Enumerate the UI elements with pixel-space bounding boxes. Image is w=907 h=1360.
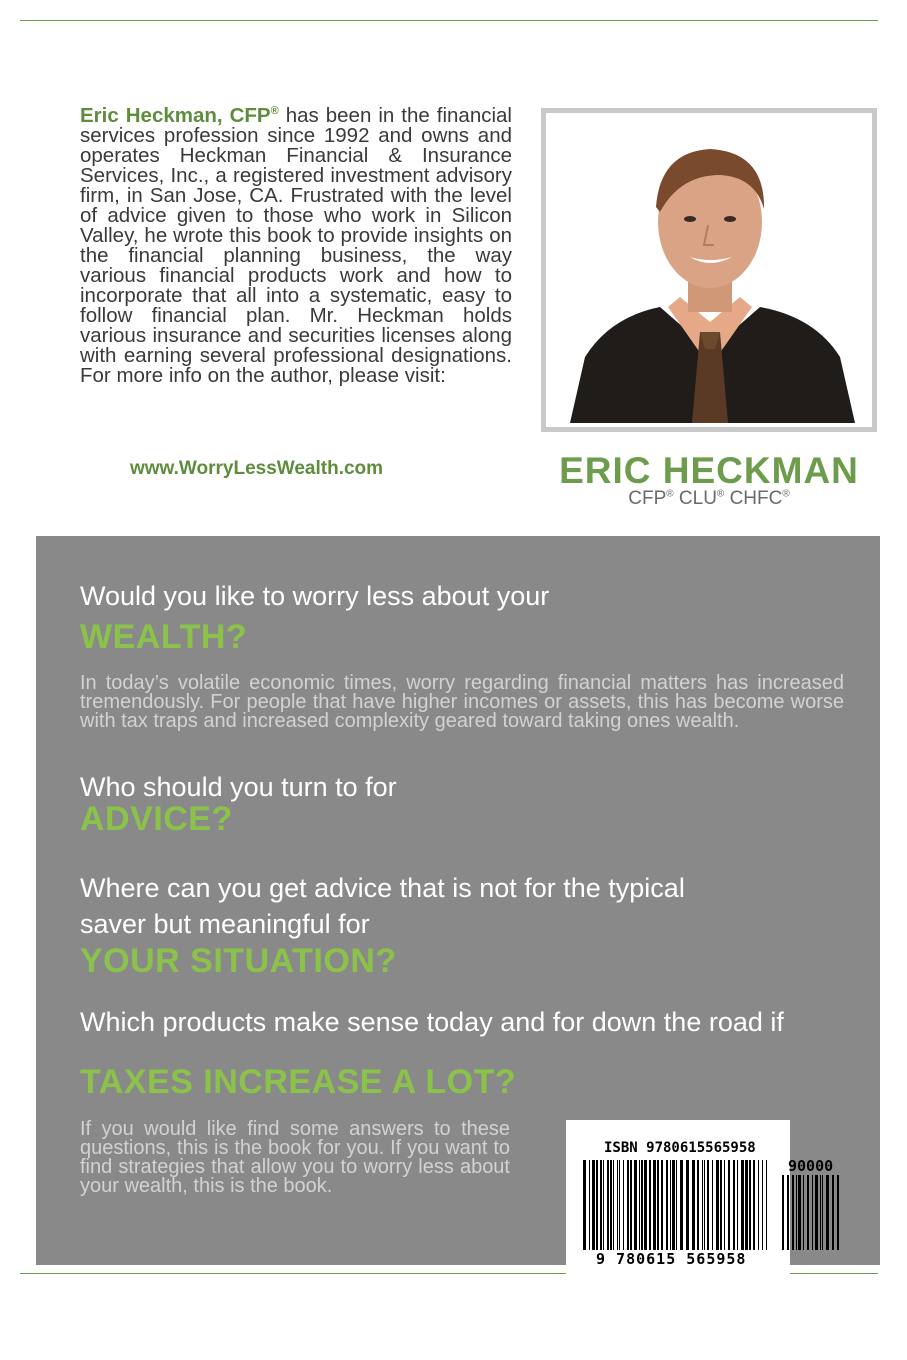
isbn-label: ISBN 9780615565958 bbox=[604, 1140, 756, 1156]
barcode-bar bbox=[630, 1160, 632, 1250]
credential-clu: CLU bbox=[673, 488, 717, 509]
barcode-bar bbox=[666, 1160, 668, 1250]
author-bio-text: has been in the financial services profession since 1992 and owns and operates Heckman Financial & Insurance Services, Inc., a registered investment advisory firm, in San Jose, CA. Frustrated with the level of advice given to those who work in Silicon Valley, he wrote this book to provide insights on the financial planning business, the way various financial products work and how to incorporate that all into a systematic, easy to follow financial plan. Mr. Heckman holds various insurance and securities licenses along with earning several professional designations. For more info on the author, please visit: bbox=[80, 104, 512, 387]
question-situation-line1: Where can you get advice that is not for the typical bbox=[80, 873, 685, 903]
question-taxes: Which products make sense today and for down the road if bbox=[80, 1007, 784, 1037]
barcode-bar bbox=[661, 1160, 663, 1250]
barcode-bar bbox=[649, 1160, 651, 1250]
barcode-bar bbox=[707, 1160, 709, 1250]
barcode-bar bbox=[619, 1160, 620, 1250]
barcode-bar bbox=[697, 1160, 699, 1250]
question-advice: Who should you turn to for bbox=[80, 772, 397, 802]
intro-paragraph: In today’s volatile economic times, worry regarding financial matters has increased tremendously. For people that have higher incomes or assets, this has become worse with tax traps and increased complexity geared toward taking ones wealth. bbox=[80, 672, 844, 732]
barcode-bar bbox=[815, 1175, 818, 1250]
barcode-bar bbox=[820, 1175, 821, 1250]
barcode-bar bbox=[712, 1160, 713, 1250]
barcode-bar bbox=[641, 1160, 643, 1250]
barcode-bar bbox=[670, 1160, 671, 1250]
isbn-barcode bbox=[583, 1160, 773, 1250]
barcode-bar bbox=[733, 1160, 735, 1250]
author-portrait-illustration bbox=[550, 117, 868, 423]
barcode-bar bbox=[741, 1160, 744, 1250]
author-photo bbox=[550, 117, 868, 423]
barcode-bar bbox=[782, 1175, 784, 1250]
barcode-bar bbox=[745, 1160, 748, 1250]
barcode-bar bbox=[607, 1160, 609, 1250]
barcode-bar bbox=[758, 1160, 759, 1250]
top-rule bbox=[20, 20, 878, 21]
barcode-bar bbox=[627, 1160, 629, 1250]
barcode-bar bbox=[613, 1160, 614, 1250]
barcode-bar bbox=[583, 1160, 586, 1250]
barcode-bar bbox=[589, 1160, 590, 1250]
barcode-bar bbox=[837, 1175, 839, 1250]
barcode-bar bbox=[792, 1175, 794, 1250]
website-link[interactable]: www.WorryLessWealth.com bbox=[130, 458, 384, 479]
barcode-bar bbox=[724, 1160, 725, 1250]
highlight-wealth: WEALTH? bbox=[80, 618, 248, 656]
barcode-bar bbox=[704, 1160, 705, 1250]
credential-cfp: CFP bbox=[628, 488, 667, 509]
barcode-bar bbox=[592, 1160, 595, 1250]
barcode-bar bbox=[672, 1160, 675, 1250]
barcode-bar bbox=[692, 1160, 695, 1250]
closing-paragraph: If you would like find some answers to these questions, this is the book for you. If you want to find strategies that allow you to worry less about your wealth, this is the book. bbox=[80, 1118, 510, 1197]
highlight-taxes: TAXES INCREASE A LOT? bbox=[80, 1063, 517, 1101]
barcode-bar bbox=[639, 1160, 640, 1250]
author-credentials bbox=[541, 488, 877, 510]
barcode-bar bbox=[728, 1160, 730, 1250]
highlight-advice: ADVICE? bbox=[80, 800, 233, 838]
barcode-bar bbox=[812, 1175, 813, 1250]
barcode-bar bbox=[749, 1160, 751, 1250]
barcode-bar bbox=[596, 1160, 598, 1250]
barcode-bar bbox=[623, 1160, 624, 1250]
registered-mark: ® bbox=[270, 105, 279, 118]
barcode-bar bbox=[634, 1160, 637, 1250]
barcode-bar bbox=[826, 1175, 829, 1250]
author-photo-frame bbox=[541, 108, 877, 432]
barcode-bar bbox=[832, 1175, 834, 1250]
barcode-bar bbox=[737, 1160, 738, 1250]
barcode-bar bbox=[803, 1175, 804, 1250]
registered-mark: ® bbox=[782, 488, 790, 500]
question-wealth: Would you like to worry less about your bbox=[80, 581, 550, 611]
barcode-bar bbox=[807, 1175, 809, 1250]
barcode-bar bbox=[766, 1160, 767, 1250]
barcode-bar bbox=[603, 1160, 604, 1250]
barcode-bar bbox=[822, 1175, 823, 1250]
registered-mark: ® bbox=[716, 488, 725, 500]
author-bio-name: Eric Heckman, CFP bbox=[80, 104, 271, 127]
barcode-bar bbox=[762, 1160, 763, 1250]
author-name: ERIC HECKMAN bbox=[559, 450, 859, 491]
bottom-rule bbox=[20, 1273, 566, 1274]
author-bio bbox=[80, 106, 512, 386]
registered-mark: ® bbox=[666, 488, 674, 500]
price-code: 90000 bbox=[788, 1157, 834, 1175]
barcode-bar bbox=[702, 1160, 703, 1250]
barcode-bar bbox=[676, 1160, 677, 1250]
barcode-bar bbox=[600, 1160, 602, 1250]
barcode-bar bbox=[716, 1160, 719, 1250]
barcode-bar bbox=[796, 1175, 797, 1250]
barcode-bar bbox=[617, 1160, 618, 1250]
barcode-bar bbox=[686, 1160, 689, 1250]
bottom-rule-right bbox=[790, 1273, 878, 1274]
credential-chfc: CHFC bbox=[724, 488, 783, 509]
barcode-bar bbox=[720, 1160, 722, 1250]
barcode-bar bbox=[680, 1160, 683, 1250]
price-barcode bbox=[782, 1175, 842, 1250]
barcode-bar bbox=[753, 1160, 755, 1250]
isbn-digits: 9 780615 565958 bbox=[596, 1250, 747, 1268]
barcode-bar bbox=[798, 1175, 801, 1250]
barcode-bar bbox=[610, 1160, 612, 1250]
question-situation-line2: saver but meaningful for bbox=[80, 909, 370, 939]
barcode-bar bbox=[787, 1175, 789, 1250]
barcode-bar bbox=[657, 1160, 659, 1250]
highlight-situation: YOUR SITUATION? bbox=[80, 942, 397, 980]
barcode-bar bbox=[653, 1160, 656, 1250]
barcode-bar bbox=[644, 1160, 647, 1250]
